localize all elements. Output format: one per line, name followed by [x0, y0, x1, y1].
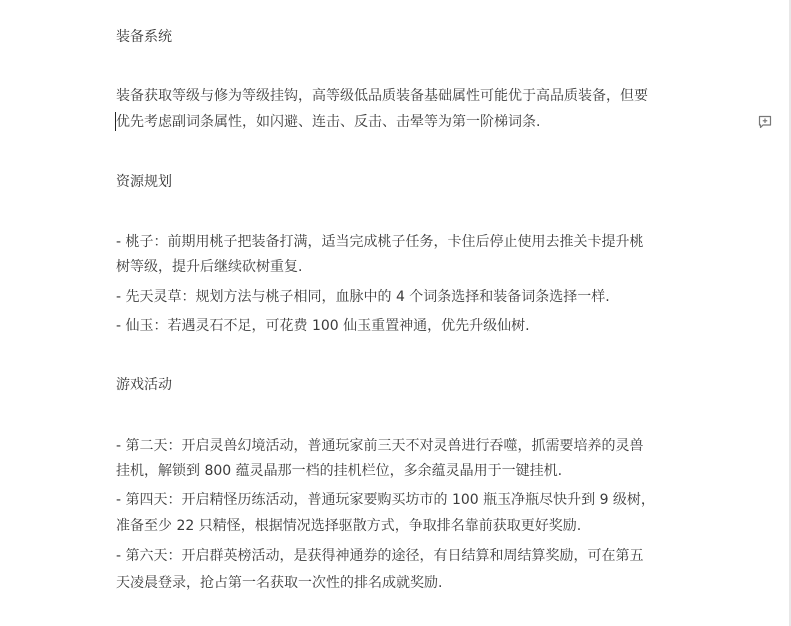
list-item-day2-line-2[interactable]: 挂机，解锁到 800 蕴灵晶那一档的挂机栏位，多余蕴灵晶用于一键挂机. — [116, 463, 563, 479]
list-item-day4-line-1[interactable]: - 第四天：开启精怪历练活动，普通玩家要购买坊市的 100 瓶玉净瓶尽快升到 9 级树， — [116, 492, 655, 508]
list-item-day2-line-1[interactable]: - 第二天：开启灵兽幻境活动，普通玩家前三天不对灵兽进行吞噬，抓需要培养的灵兽 — [116, 438, 644, 454]
paragraph-equipment-line-1[interactable]: 装备获取等级与修为等级挂钩，高等级低品质装备基础属性可能优于高品质装备，但要 — [116, 88, 648, 104]
list-item-peach-line-2[interactable]: 树等级，提升后继续砍树重复. — [116, 259, 303, 275]
text-cursor — [115, 112, 116, 131]
heading-resources: 资源规划 — [116, 174, 172, 190]
paragraph-equipment-line-2[interactable]: 优先考虑副词条属性，如闪避、连击、反击、击晕等为第一阶梯词条. — [116, 114, 541, 130]
list-item-peach-line-1[interactable]: - 桃子：前期用桃子把装备打满，适当完成桃子任务，卡住后停止使用去推关卡提升桃 — [116, 234, 644, 250]
add-comment-icon[interactable] — [758, 115, 772, 129]
heading-equipment: 装备系统 — [116, 29, 172, 45]
list-item-day6-line-1[interactable]: - 第六天：开启群英榜活动，是获得神通券的途径，有日结算和周结算奖励，可在第五 — [116, 548, 644, 564]
list-item-day4-line-2[interactable]: 准备至少 22 只精怪，根据情况选择驱散方式，争取排名靠前获取更好奖励. — [116, 518, 582, 534]
list-item-herb[interactable]: - 先天灵草：规划方法与桃子相同，血脉中的 4 个词条选择和装备词条选择一样. — [116, 289, 610, 305]
list-item-jade[interactable]: - 仙玉：若遇灵石不足，可花费 100 仙玉重置神通，优先升级仙树. — [116, 318, 530, 334]
heading-events: 游戏活动 — [116, 377, 172, 393]
list-item-day6-line-2[interactable]: 天凌晨登录，抢占第一名获取一次性的排名成就奖励. — [116, 575, 443, 591]
